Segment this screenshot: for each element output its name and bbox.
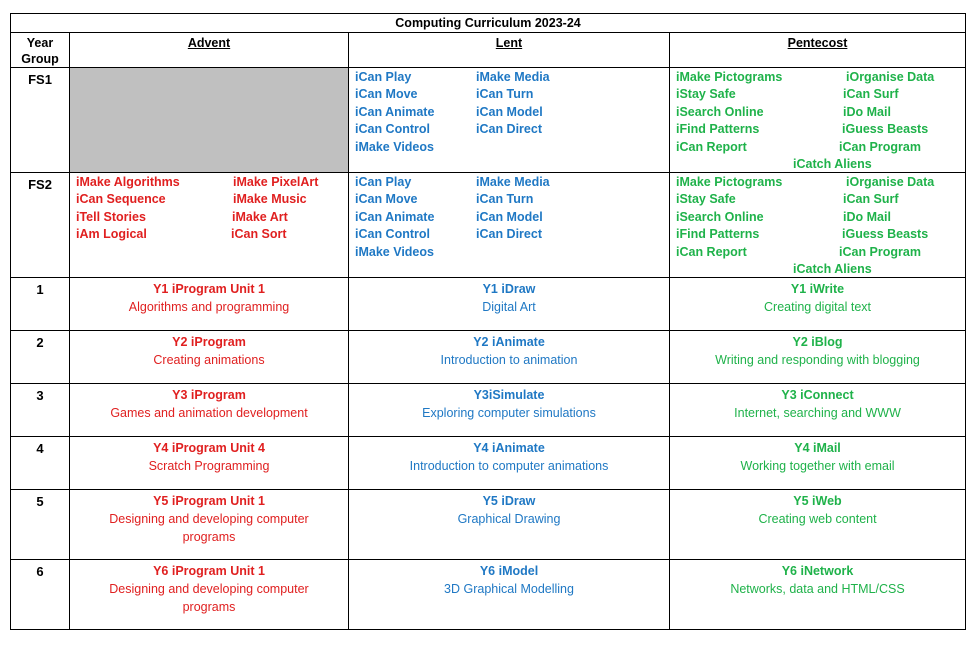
unit-description: Digital Art [482,300,536,314]
advent-unit [70,490,349,560]
unit-label: iCan Report [676,245,747,259]
unit-title: Y1 iProgram Unit 1 [153,282,265,296]
unit-label: iCan Model [476,105,543,119]
pentecost-header: Pentecost [670,33,966,68]
table-row [11,560,966,630]
lent-unit [349,384,670,437]
pentecost-unit [670,490,966,560]
advent-unit [70,437,349,490]
unit-label: iCan Program [839,245,921,259]
unit-label: iStay Safe [676,87,736,101]
unit-label: iCan Play [355,175,412,189]
unit-label: iMake Algorithms [76,175,180,189]
unit-label: iMake Videos [355,140,434,154]
year-cell: 4 [11,437,70,490]
unit-title: Y3 iConnect [781,388,854,402]
lent-unit [349,437,670,490]
unit-label: iGuess Beasts [842,227,929,241]
table-row [11,437,966,490]
unit-title: Y2 iAnimate [473,335,545,349]
header-row [11,33,966,68]
table-row [11,384,966,437]
pentecost-unit [670,560,966,630]
empty-cell [70,68,349,173]
unit-description: Designing and developing computer programs [109,512,309,544]
unit-label: iMake PixelArt [233,175,319,189]
unit-label: iCan Move [355,192,418,206]
unit-label: iFind Patterns [676,227,760,241]
unit-title: Y5 iDraw [482,494,536,508]
year-cell: 3 [11,384,70,437]
advent-header: Advent [70,33,349,68]
pentecost-unit [670,437,966,490]
unit-label: iCan Animate [355,210,435,224]
unit-description: Creating animations [153,353,265,367]
unit-title: Y6 iProgram Unit 1 [153,564,265,578]
pentecost-unit [670,331,966,384]
unit-description: Working together with email [740,459,895,473]
advent-unit [70,331,349,384]
unit-description: Scratch Programming [148,459,270,473]
pentecost-unit [670,384,966,437]
unit-label: iMake Pictograms [676,175,783,189]
unit-label: iCan Surf [843,192,899,206]
unit-title: Y3 iProgram [172,388,246,402]
unit-label: iCan Surf [843,87,899,101]
table-title: Computing Curriculum 2023-24 [11,14,966,33]
table-row [11,278,966,331]
unit-label: iCan Program [839,140,921,154]
unit-description: Internet, searching and WWW [734,406,901,420]
year-cell: 1 [11,278,70,331]
pentecost-unit [670,278,966,331]
unit-title: Y1 iDraw [482,282,536,296]
unit-label: iCan Turn [476,192,534,206]
unit-label: iCan Model [476,210,543,224]
unit-label: iStay Safe [676,192,736,206]
unit-label: iFind Patterns [676,122,760,136]
unit-label: iCan Move [355,87,418,101]
unit-title: Y6 iModel [479,564,539,578]
unit-label: iOrganise Data [846,175,935,189]
unit-label: iMake Pictograms [676,70,783,84]
unit-label: iTell Stories [76,210,146,224]
unit-description: Graphical Drawing [457,512,561,526]
unit-label: iCatch Aliens [793,262,872,276]
unit-label: iOrganise Data [846,70,935,84]
unit-label: iCan Direct [476,227,542,241]
unit-title: Y5 iWeb [793,494,842,508]
fs1-pentecost-cell [670,68,966,173]
unit-description: Introduction to animation [440,353,578,367]
unit-label: iCan Control [355,122,430,136]
unit-label: iCan Play [355,70,412,84]
lent-unit [349,331,670,384]
unit-label: iMake Media [476,70,550,84]
unit-label: iSearch Online [676,210,764,224]
year-cell: 2 [11,331,70,384]
unit-label: iMake Music [233,192,307,206]
unit-title: Y5 iProgram Unit 1 [153,494,265,508]
unit-description: Networks, data and HTML/CSS [730,582,905,596]
unit-label: iCan Direct [476,122,542,136]
lent-unit [349,278,670,331]
unit-label: iCan Sequence [76,192,166,206]
unit-label: iMake Media [476,175,550,189]
unit-label: iMake Videos [355,245,434,259]
unit-label: iDo Mail [843,105,891,119]
unit-title: Y2 iProgram [172,335,246,349]
unit-description: Writing and responding with blogging [715,353,920,367]
lent-header: Lent [349,33,670,68]
unit-label: iCan Sort [231,227,287,241]
lent-unit [349,490,670,560]
unit-title: Y6 iNetwork [781,564,854,578]
fs2-advent-cell [70,173,349,278]
table-row [11,331,966,384]
unit-title: Y2 iBlog [792,335,843,349]
unit-title: Y3iSimulate [473,388,545,402]
unit-title: Y4 iAnimate [473,441,545,455]
lent-unit [349,560,670,630]
unit-label: iAm Logical [76,227,147,241]
table-row [11,490,966,560]
advent-unit [70,278,349,331]
unit-description: Designing and developing computer programs [109,582,309,614]
unit-description: Creating digital text [764,300,872,314]
curriculum-table [10,13,966,630]
unit-label: iCan Control [355,227,430,241]
year-cell: 5 [11,490,70,560]
unit-description: Games and animation development [110,406,308,420]
fs1-lent-cell [349,68,670,173]
unit-description: Creating web content [758,512,877,526]
unit-label: iCatch Aliens [793,157,872,171]
unit-title: Y1 iWrite [790,282,845,296]
advent-unit [70,560,349,630]
fs2-pentecost-cell [670,173,966,278]
fs2-lent-cell [349,173,670,278]
unit-title: Y4 iMail [794,441,841,455]
unit-label: iDo Mail [843,210,891,224]
unit-label: iCan Turn [476,87,534,101]
table-row [11,68,966,173]
unit-title: Y4 iProgram Unit 4 [153,441,265,455]
unit-label: iCan Report [676,140,747,154]
unit-label: iMake Art [232,210,288,224]
unit-description: Algorithms and programming [128,300,290,314]
unit-description: Exploring computer simulations [422,406,596,420]
table-row [11,173,966,278]
unit-label: iCan Animate [355,105,435,119]
year-cell: FS1 [11,68,70,173]
title-row [11,14,966,33]
year-group-header: Year Group [11,33,70,68]
unit-description: 3D Graphical Modelling [444,582,574,596]
year-cell: 6 [11,560,70,630]
advent-unit [70,384,349,437]
unit-description: Introduction to computer animations [409,459,609,473]
unit-label: iGuess Beasts [842,122,929,136]
year-cell: FS2 [11,173,70,278]
unit-label: iSearch Online [676,105,764,119]
